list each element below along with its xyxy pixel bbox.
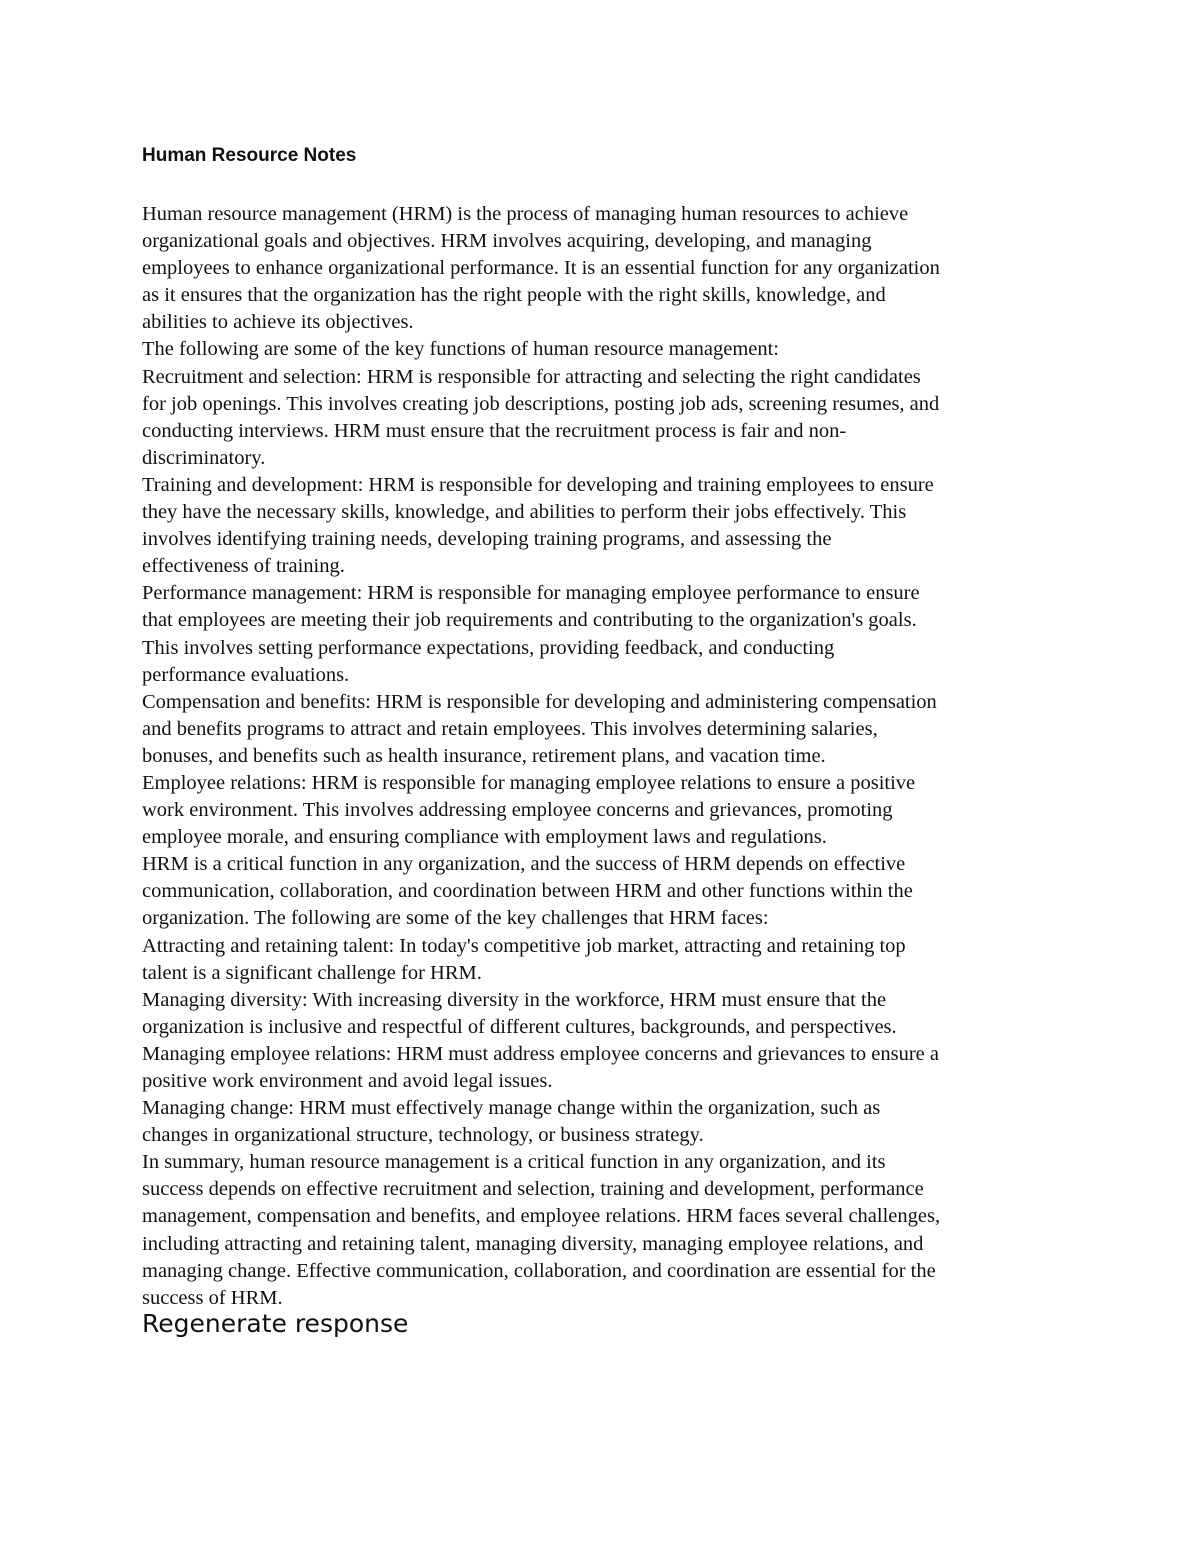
- body-line: they have the necessary skills, knowledge, and abilities to perform their jobs effectively. This: [142, 501, 907, 524]
- body-line: Managing change: HRM must effectively manage change within the organization, such as: [142, 1097, 881, 1120]
- body-line: Managing diversity: With increasing diversity in the workforce, HRM must ensure that the: [142, 988, 887, 1011]
- body-line: work environment. This involves addressing employee concerns and grievances, promoting: [142, 799, 893, 822]
- body-line: success depends on effective recruitment and selection, training and development, performance: [142, 1178, 924, 1201]
- body-line: talent is a significant challenge for HRM.: [142, 961, 482, 984]
- body-line: organizational goals and objectives. HRM involves acquiring, developing, and managing: [142, 230, 872, 253]
- body-line: positive work environment and avoid legal issues.: [142, 1070, 553, 1092]
- body-line: Employee relations: HRM is responsible for managing employee relations to ensure a positive: [142, 771, 916, 794]
- body-line: conducting interviews. HRM must ensure that the recruitment process is fair and non-: [142, 419, 847, 442]
- body-line: changes in organizational structure, technology, or business strategy.: [142, 1124, 704, 1147]
- body-line: Managing employee relations: HRM must address employee concerns and grievances to ensure a: [142, 1042, 939, 1065]
- body-line: This involves setting performance expectations, providing feedback, and conducting: [142, 636, 835, 659]
- body-line: In summary, human resource management is a critical function in any organization, and its: [142, 1151, 886, 1174]
- body-line: organization. The following are some of the key challenges that HRM faces:: [142, 907, 769, 930]
- body-line: employees to enhance organizational performance. It is an essential function for any organization: [142, 257, 940, 280]
- body-line: management, compensation and benefits, and employee relations. HRM faces several challenges,: [142, 1205, 941, 1228]
- body-line: managing change. Effective communication, collaboration, and coordination are essential for the: [142, 1259, 936, 1282]
- body-line: bonuses, and benefits such as health insurance, retirement plans, and vacation time.: [142, 744, 826, 767]
- document-title: Human Resource Notes: [142, 145, 357, 166]
- body-line: communication, collaboration, and coordination between HRM and other functions within the: [142, 880, 913, 903]
- body-line: Compensation and benefits: HRM is responsible for developing and administering compensation: [142, 690, 937, 713]
- body-line: Performance management: HRM is responsible for managing employee performance to ensure: [142, 582, 920, 605]
- body-line: The following are some of the key functions of human resource management:: [142, 338, 780, 361]
- regenerate-response-text: Regenerate response: [142, 1309, 409, 1338]
- document-body: [142, 201, 1072, 1312]
- body-line: abilities to achieve its objectives.: [142, 311, 414, 334]
- body-line: discriminatory.: [142, 446, 266, 469]
- body-line: including attracting and retaining talent, managing diversity, managing employee relations, and: [142, 1232, 924, 1255]
- body-line: success of HRM.: [142, 1286, 283, 1309]
- body-line: as it ensures that the organization has the right people with the right skills, knowledge, and: [142, 284, 886, 307]
- body-line: involves identifying training needs, developing training programs, and assessing the: [142, 528, 832, 551]
- body-line: Training and development: HRM is responsible for developing and training employees to ensure: [142, 473, 934, 496]
- body-line: Recruitment and selection: HRM is responsible for attracting and selecting the right candidates: [142, 365, 921, 388]
- body-line: and benefits programs to attract and retain employees. This involves determining salaries,: [142, 717, 878, 740]
- body-line: Attracting and retaining talent: In today's competitive job market, attracting and retaining top: [142, 934, 906, 957]
- body-line: Human resource management (HRM) is the process of managing human resources to achieve: [142, 203, 909, 225]
- body-line: performance evaluations.: [142, 663, 350, 686]
- body-line: HRM is a critical function in any organization, and the success of HRM depends on effective: [142, 853, 906, 876]
- body-line: for job openings. This involves creating job descriptions, posting job ads, screening resumes, and: [142, 392, 940, 415]
- body-line: effectiveness of training.: [142, 555, 345, 578]
- body-line: organization is inclusive and respectful of different cultures, backgrounds, and perspectives.: [142, 1015, 897, 1038]
- body-line: that employees are meeting their job requirements and contributing to the organization's goals.: [142, 609, 917, 632]
- body-line: employee morale, and ensuring compliance with employment laws and regulations.: [142, 826, 827, 849]
